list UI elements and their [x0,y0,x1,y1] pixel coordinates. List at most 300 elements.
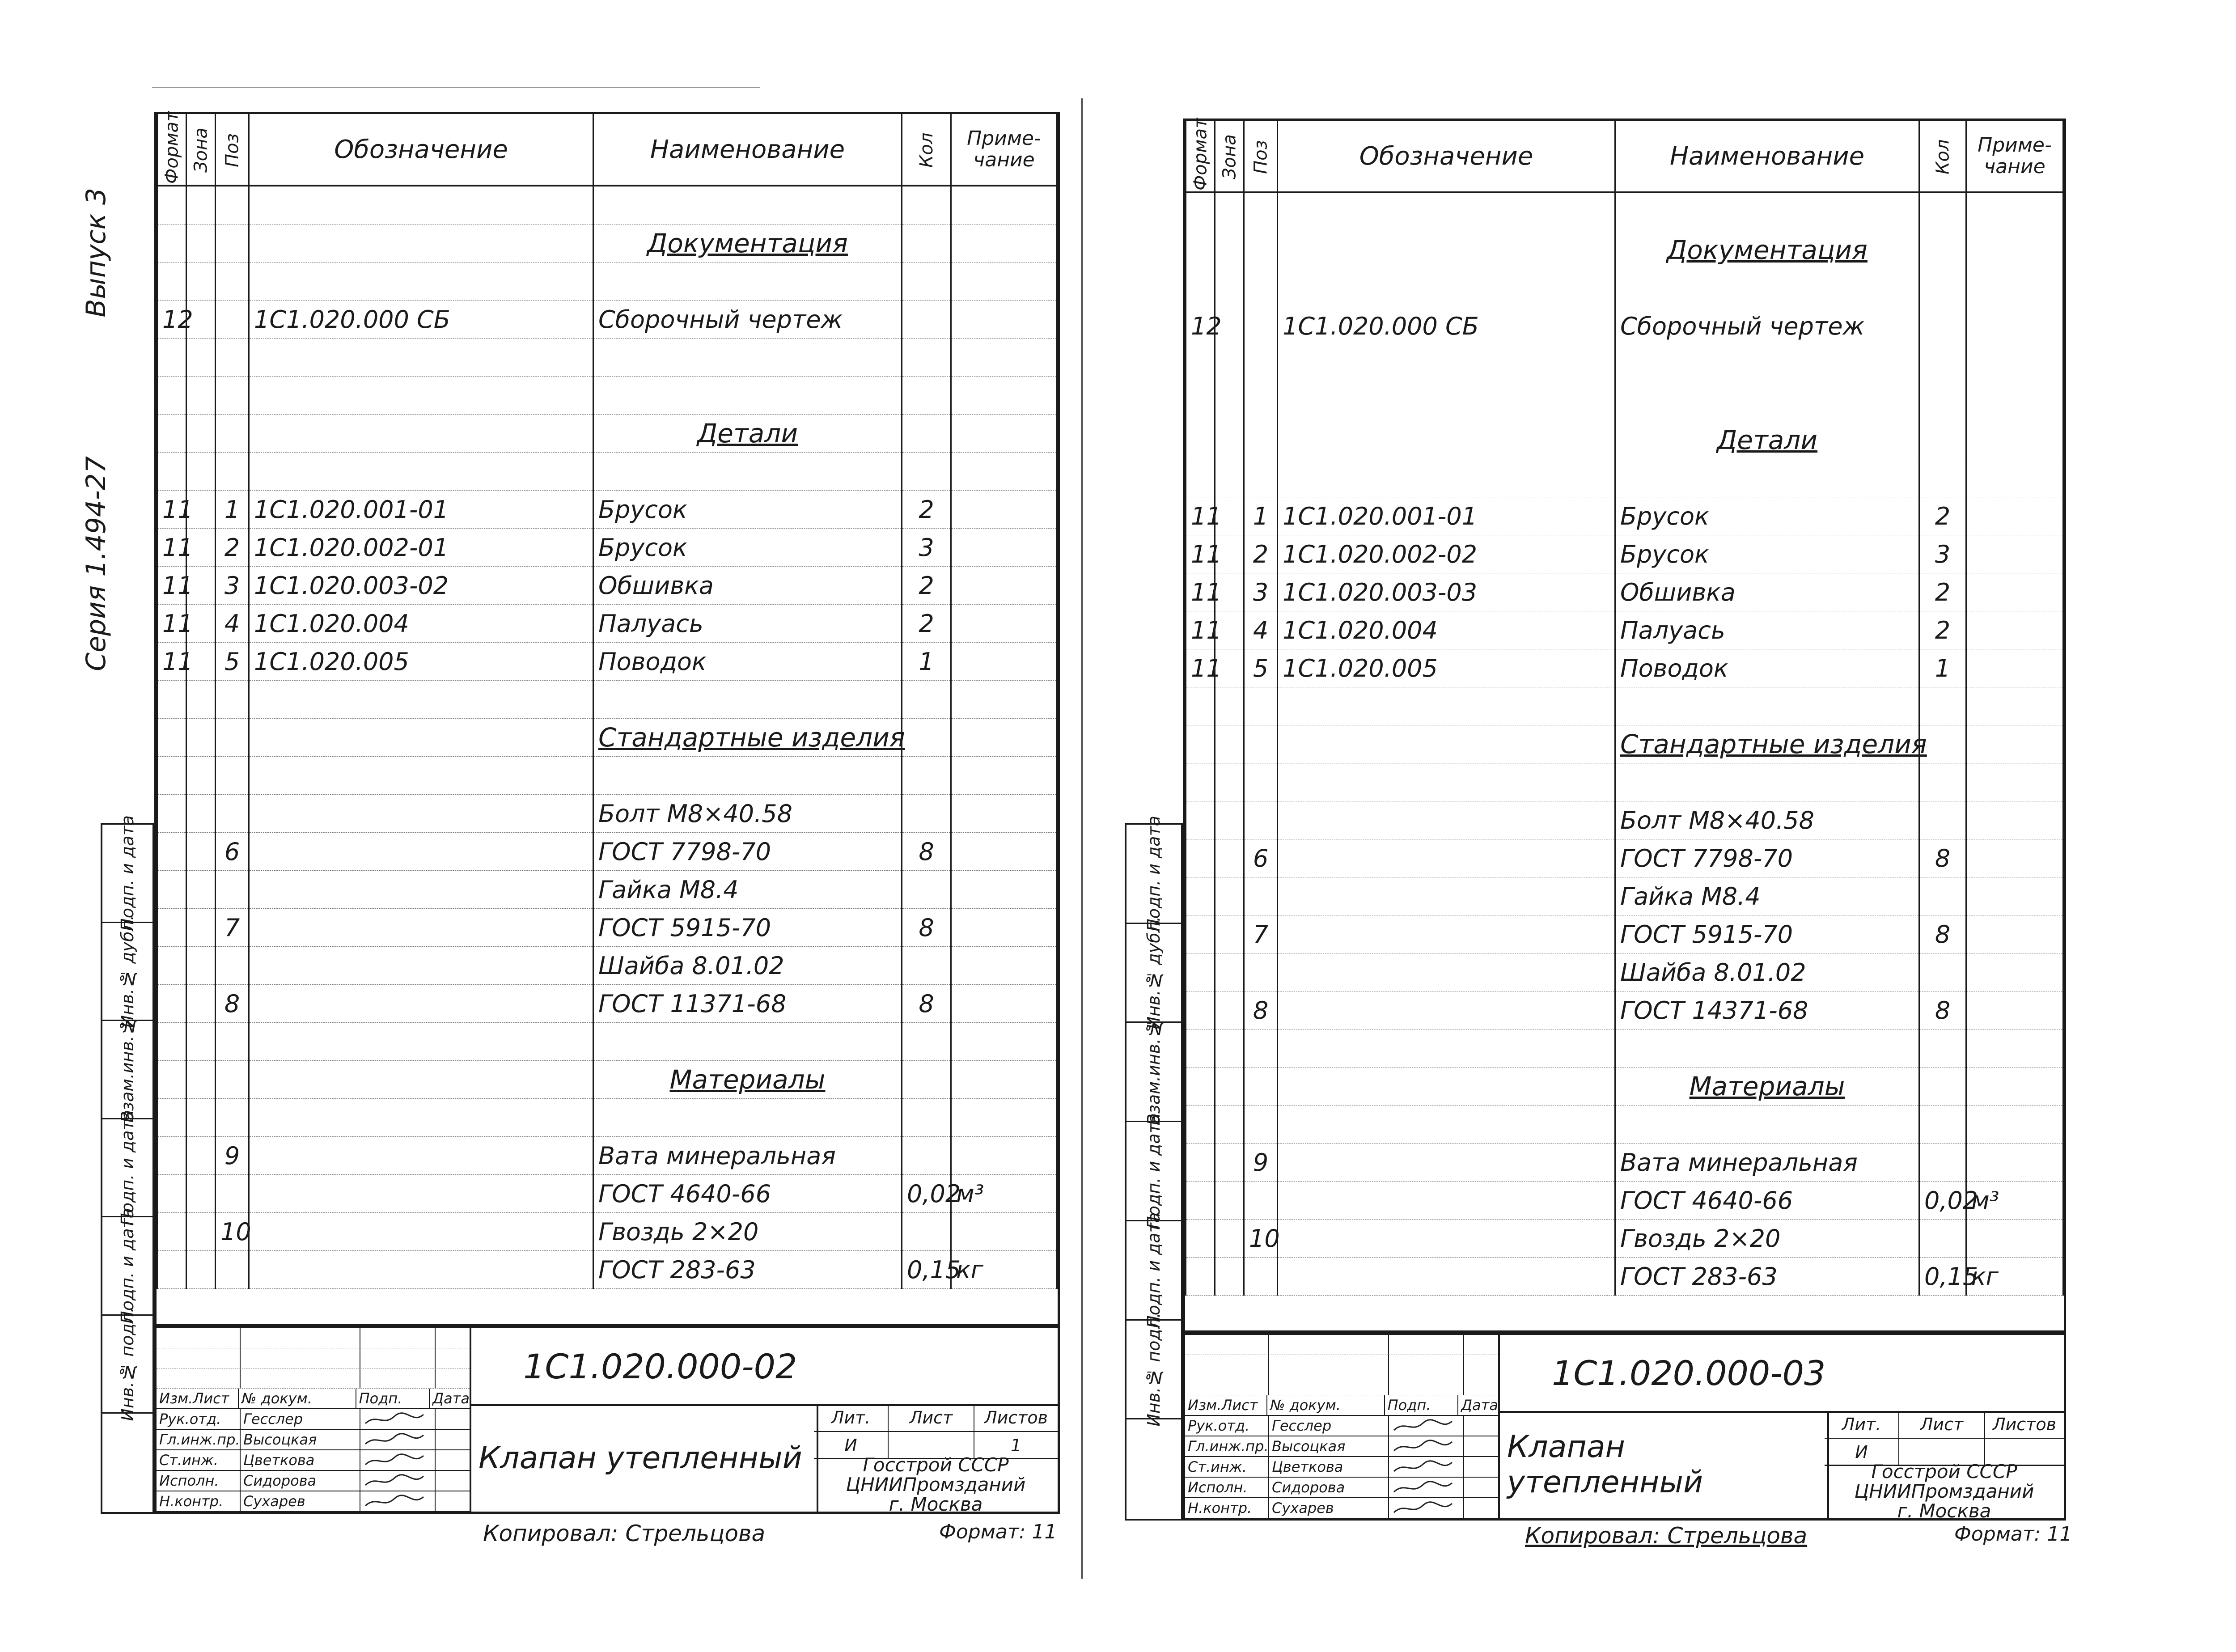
zone-cell [1215,192,1244,231]
zone-cell [1215,839,1244,877]
org-line: г. Москва [1897,1500,1991,1522]
format-cell: 11 [1186,535,1215,573]
zone-cell [1215,345,1244,383]
qty-cell: 2 [1919,611,1966,649]
name-cell: Стандартные изделия [593,719,902,757]
document-code: 1С1.020.000-03 [1498,1335,2064,1413]
header-qty: Кол [1919,121,1966,192]
signature-row [1185,1478,1498,1498]
name-cell: Гвоздь 2×20 [593,1213,902,1251]
zone-cell [1215,1182,1244,1220]
sheet-header: Лист [1899,1411,1985,1438]
format-cell: 12 [1186,307,1215,345]
format-cell: 11 [157,529,186,567]
note-cell: кг [951,1251,1057,1289]
designation-cell: 1С1.020.001-01 [1278,497,1615,535]
zone-cell [1215,725,1244,763]
role-cell: Рук.отд. [1185,1416,1269,1436]
format-cell: 11 [157,567,186,605]
strip-label: Инв.№ дубл. [1144,916,1164,1029]
name-cell [1615,763,1919,801]
format-cell [1186,345,1215,383]
org-line: Госстрой СССР [863,1453,1009,1476]
table-row [1186,1182,2063,1220]
table-row [1186,459,2063,497]
note-cell [1966,192,2063,231]
signature-cell [1389,1416,1464,1436]
format-cell [1186,1258,1215,1296]
table-row [1186,1106,2063,1144]
blank-cell [1464,1335,1498,1355]
lit-value: И [814,1432,889,1459]
designation-cell [1278,763,1615,801]
pos-cell: 6 [216,833,249,871]
format-cell: 11 [1186,497,1215,535]
qty-cell: 8 [1919,991,1966,1029]
strip-label: Взам.инв.№ [118,1016,137,1123]
blank-cell [1185,1335,1269,1355]
role-cell: Исполн. [157,1471,241,1491]
name-cell: Сборочный чертеж [593,301,902,339]
note-cell [1966,231,2063,269]
document-name: Клапан утепленный [470,1404,818,1512]
org-line: ЦНИИПромзданий [1854,1480,2034,1502]
designation-cell [1278,839,1615,877]
name-cell: Сборочный чертеж [1615,307,1919,345]
table-row [1186,573,2063,611]
note-cell: кг [1966,1258,2063,1296]
role-cell: Рук.отд. [157,1409,241,1429]
pos-cell: 10 [216,1213,249,1251]
zone-cell [1215,421,1244,459]
qty-cell: 0,15 [1919,1258,1966,1296]
surname-cell: Цветкова [241,1450,360,1470]
qty-cell: 0,15 [902,1251,951,1289]
signature-row [1185,1436,1498,1457]
title-block [1183,1333,2066,1521]
qty-cell [1919,877,1966,915]
format-cell: 11 [1186,611,1215,649]
designation-cell [1278,1182,1615,1220]
signature-grid [1185,1335,1500,1518]
pos-cell [1244,345,1278,383]
lit-header: Лит. [814,1404,889,1431]
blank-cell [1269,1355,1389,1375]
pos-cell: 7 [1244,915,1278,953]
designation-cell [1278,1106,1615,1144]
zone-cell [1215,991,1244,1029]
sheets-header: Листов [1993,1415,2056,1434]
pos-cell: 1 [1244,497,1278,535]
name-cell: ГОСТ 4640-66 [593,1175,902,1213]
blank-cell [1464,1375,1498,1395]
header-pos: Поз [1244,121,1278,192]
header-pos: Поз [216,114,249,186]
signature-cell [1389,1457,1464,1477]
name-cell: Брусок [1615,535,1919,573]
table-row [1186,915,2063,953]
format-cell [1186,953,1215,991]
name-cell: ГОСТ 7798-70 [1615,839,1919,877]
table-row [1186,1258,2063,1296]
note-cell [1966,345,2063,383]
format-cell [1186,421,1215,459]
blank-cell [1185,1375,1269,1395]
spec-table [1185,118,2064,1296]
format-cell [1186,915,1215,953]
name-cell: ГОСТ 14371-68 [1615,991,1919,1029]
format-cell [1186,383,1215,421]
designation-cell: 1С1.020.004 [249,605,593,643]
strip-label: Подп. и дата [1144,815,1164,932]
header-name: Наименование [1615,121,1919,192]
format-cell [1186,459,1215,497]
name-cell [1615,269,1919,307]
note-cell [1966,1067,2063,1106]
designation-cell [1278,421,1615,459]
blank-cell [1389,1335,1464,1355]
table-row [1186,535,2063,573]
table-row [1186,345,2063,383]
lit-header: Лит. [1825,1411,1899,1438]
header-designation: Обозначение [1278,121,1615,192]
table-row [1186,1220,2063,1258]
qty-cell: 1 [1919,649,1966,687]
strip-label: Подп. и дата [1144,1113,1164,1229]
designation-cell [1278,687,1615,725]
signature-header-cell: Изм.Лист [157,1389,239,1408]
qty-cell [1919,763,1966,801]
qty-cell [1919,1029,1966,1067]
zone-cell [1215,915,1244,953]
table-row [1186,953,2063,991]
designation-cell [1278,877,1615,915]
note-cell [1966,1220,2063,1258]
designation-cell: 1С1.020.005 [1278,649,1615,687]
format-cell: 11 [1186,573,1215,611]
format-cell: 11 [157,605,186,643]
name-cell [1615,383,1919,421]
format-cell [1186,839,1215,877]
table-row [1186,763,2063,801]
pos-cell: 4 [1244,611,1278,649]
qty-cell: 8 [902,985,951,1023]
signature-cell [1389,1478,1464,1497]
zone-cell [1215,1106,1244,1144]
designation-cell: 1С1.020.001-01 [249,491,593,529]
name-cell: Детали [593,415,902,453]
format-cell [1186,231,1215,269]
note-cell [1966,611,2063,649]
designation-cell [1278,1029,1615,1067]
signature-header-cell: № докум. [1267,1395,1385,1415]
pos-cell: 2 [216,529,249,567]
pos-cell [1244,269,1278,307]
designation-cell [1278,991,1615,1029]
role-cell: Н.контр. [157,1491,241,1511]
pos-cell: 5 [1244,649,1278,687]
signature-header-cell: Подп. [1385,1395,1459,1415]
designation-cell [1278,383,1615,421]
name-cell [1615,459,1919,497]
designation-cell [1278,725,1615,763]
name-cell: Гайка М8.4 [1615,877,1919,915]
name-cell: Детали [1615,421,1919,459]
date-cell [1464,1416,1498,1436]
qty-cell [1919,421,1966,459]
signature-header-cell: Подп. [356,1389,430,1408]
pos-cell [1244,1067,1278,1106]
zone-cell [1215,1220,1244,1258]
strip-label: Инв.№ подл. [118,1307,137,1421]
name-cell: Вата минеральная [593,1137,902,1175]
pos-cell [1244,801,1278,839]
role-cell: Исполн. [1185,1478,1269,1497]
name-cell: ГОСТ 5915-70 [593,909,902,947]
designation-cell [1278,231,1615,269]
issue-label: Выпуск 3 [80,188,112,318]
role-cell: Ст.инж. [1185,1457,1269,1477]
date-cell [1464,1478,1498,1497]
zone-cell [1215,269,1244,307]
signature-cell [1389,1498,1464,1518]
table-row [1186,497,2063,535]
designation-cell [1278,459,1615,497]
note-cell [1966,573,2063,611]
note-cell [1966,801,2063,839]
copied-by: Копировал: Стрельцова [483,1521,766,1546]
blank-cell [1389,1355,1464,1375]
role-cell: Гл.инж.пр. [1185,1436,1269,1456]
designation-cell: 1С1.020.005 [249,643,593,681]
name-cell: Болт М8×40.58 [1615,801,1919,839]
note-cell [1966,687,2063,725]
pos-cell: 2 [1244,535,1278,573]
date-cell [1464,1436,1498,1456]
table-row [1186,231,2063,269]
note-cell [1966,915,2063,953]
spec-table-frame [1183,119,2066,1333]
letter-sheet-block [1825,1411,2064,1466]
qty-cell [1919,1220,1966,1258]
zone-cell [1215,763,1244,801]
note-cell [1966,839,2063,877]
strip-label: Взам.инв.№ [1144,1018,1164,1125]
table-row [1186,269,2063,307]
note-cell [1966,1106,2063,1144]
qty-cell [1919,231,1966,269]
signature-row [1185,1498,1498,1519]
pos-cell: 8 [216,985,249,1023]
qty-cell: 0,02 [1919,1182,1966,1220]
note-cell: м³ [951,1175,1057,1213]
table-row [1186,1067,2063,1106]
note-cell [1966,383,2063,421]
qty-cell [1919,459,1966,497]
pos-cell: 6 [1244,839,1278,877]
table-row [1186,991,2063,1029]
strip-label: Инв.№ дубл. [118,915,137,1028]
qty-cell: 8 [902,909,951,947]
signature-blank-row [1185,1335,1498,1355]
header-qty: Кол [902,114,951,186]
designation-cell: 1С1.020.000 СБ [249,301,593,339]
date-cell [1464,1498,1498,1518]
note-cell [1966,497,2063,535]
signature-header-row [1185,1395,1498,1416]
note-cell [1966,877,2063,915]
note-cell [1966,459,2063,497]
note-cell [1966,953,2063,991]
header-zone: Зона [1215,121,1244,192]
sheets-value: 1 [1010,1436,1022,1455]
blank-cell [1269,1375,1389,1395]
format-cell [1186,991,1215,1029]
name-cell: Палуась [1615,611,1919,649]
note-cell [1966,307,2063,345]
note-cell [1966,535,2063,573]
name-cell: Материалы [1615,1067,1919,1106]
designation-cell: 1С1.020.003-03 [1278,573,1615,611]
name-cell: Палуась [593,605,902,643]
surname-cell: Сидорова [1269,1478,1389,1497]
name-cell [1615,1029,1919,1067]
format-cell [1186,1220,1215,1258]
qty-cell [1919,383,1966,421]
qty-cell: 0,02 [902,1175,951,1213]
qty-cell: 2 [902,605,951,643]
format-cell: 11 [157,643,186,681]
pos-cell [1244,307,1278,345]
designation-cell [1278,1220,1615,1258]
surname-cell: Высоцкая [1269,1436,1389,1456]
strip-label: Подп. и дата [118,1208,137,1324]
zone-cell [1215,1144,1244,1182]
surname-cell: Высоцкая [241,1430,360,1449]
qty-cell [1919,687,1966,725]
pos-cell: 9 [216,1137,249,1175]
designation-cell [1278,953,1615,991]
blank-cell [1464,1355,1498,1375]
name-cell: Шайба 8.01.02 [1615,953,1919,991]
format-cell [1186,1144,1215,1182]
name-cell: ГОСТ 283-63 [593,1251,902,1289]
table-row [1186,421,2063,459]
designation-cell [1278,345,1615,383]
side-stamp-strip [1125,815,1183,1521]
lit-value: И [1825,1439,1899,1466]
name-cell: Материалы [593,1061,902,1099]
pos-cell [1244,1182,1278,1220]
qty-cell [1919,345,1966,383]
blank-cell [1389,1375,1464,1395]
designation-cell [1278,915,1615,953]
signature-header-cell: Дата [1461,1397,1498,1414]
pos-cell [1244,953,1278,991]
qty-cell [1919,307,1966,345]
qty-cell [1919,953,1966,991]
format-cell [1186,1029,1215,1067]
format-label: Формат: 11 [939,1521,1057,1543]
designation-cell [1278,269,1615,307]
table-row [1186,801,2063,839]
strip-label: Подп. и дата [1144,1212,1164,1328]
document-name: Клапан утепленный [1498,1411,1829,1518]
note-cell [1966,763,2063,801]
pos-cell [1244,1258,1278,1296]
name-cell: ГОСТ 11371-68 [593,985,902,1023]
qty-cell: 3 [1919,535,1966,573]
signature-cell [1389,1436,1464,1456]
header-format: Формат [157,114,186,186]
zone-cell [1215,953,1244,991]
blank-cell [1269,1335,1389,1355]
zone-cell [1215,231,1244,269]
pos-cell: 9 [1244,1144,1278,1182]
header-format: Формат [1186,121,1215,192]
table-row [1186,839,2063,877]
qty-cell [1919,801,1966,839]
name-cell: Обшивка [593,567,902,605]
surname-cell: Гесслер [241,1409,360,1429]
pos-cell [1244,192,1278,231]
name-cell: Обшивка [1615,573,1919,611]
name-cell: ГОСТ 283-63 [1615,1258,1919,1296]
name-cell: Болт М8×40.58 [593,795,902,833]
name-cell: Документация [1615,231,1919,269]
zone-cell [1215,1258,1244,1296]
pos-cell: 8 [1244,991,1278,1029]
header-note: Приме-чание [951,114,1057,186]
name-cell [1615,345,1919,383]
pos-cell: 4 [216,605,249,643]
qty-cell: 1 [902,643,951,681]
signature-header-cell: № докум. [239,1389,356,1408]
zone-cell [1215,687,1244,725]
role-cell: Гл.инж.пр. [157,1430,241,1449]
format-cell [1186,192,1215,231]
zone-cell [1215,383,1244,421]
table-row [1186,383,2063,421]
format-cell: 11 [1186,649,1215,687]
header-designation: Обозначение [249,114,593,186]
table-row [1186,1029,2063,1067]
blank-cell [1185,1355,1269,1375]
pos-cell: 3 [216,567,249,605]
format-cell [1186,687,1215,725]
format-cell [1186,1106,1215,1144]
role-cell: Н.контр. [1185,1498,1269,1518]
signature-blank-row [1185,1355,1498,1375]
qty-cell: 8 [1919,839,1966,877]
surname-cell: Цветкова [1269,1457,1389,1477]
designation-cell: 1С1.020.002-02 [1278,535,1615,573]
name-cell: Шайба 8.01.02 [593,947,902,985]
sheets-header: Листов [984,1408,1048,1427]
name-cell: Брусок [593,491,902,529]
pos-cell [1244,383,1278,421]
designation-cell [1278,1258,1615,1296]
strip-label: Инв.№ подл. [1144,1312,1164,1427]
format-cell [1186,1067,1215,1106]
pos-cell [1244,421,1278,459]
table-row [1186,649,2063,687]
qty-cell: 8 [902,833,951,871]
designation-cell: 1С1.020.004 [1278,611,1615,649]
name-cell [1615,192,1919,231]
signature-header-cell: Изм.Лист [1185,1395,1267,1415]
name-cell: Документация [593,225,902,263]
